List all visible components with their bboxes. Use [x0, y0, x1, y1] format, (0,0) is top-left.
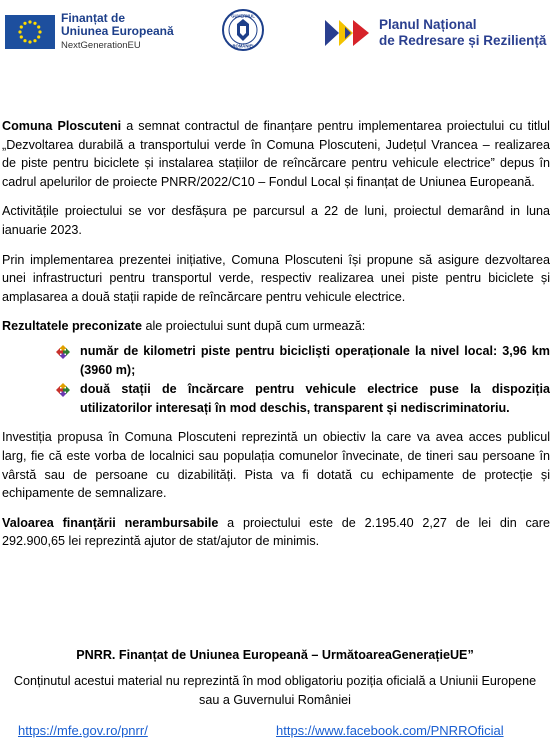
pnrr-logo	[323, 16, 546, 50]
intro-lead: Comuna Ploscuteni	[2, 119, 122, 133]
activities-paragraph: Activitățile proiectului se vor desfășura pe parcursul a 22 de luni, proiectul demarând in luna ianuarie 2023.	[2, 204, 550, 237]
funding-lead: Valoarea finanțării nerambursabile	[2, 515, 219, 530]
mfe-link[interactable]: https://mfe.gov.ro/pnrr/	[18, 723, 148, 738]
pnrr-text	[379, 17, 546, 49]
document-body	[2, 117, 550, 562]
result-item-text: două stații de încărcare pentru vehicule electrice puse la dispoziția utilizatorilor interesați în mod deschis, transparent și nediscriminatoriu.	[80, 382, 550, 415]
initiative-paragraph: Prin implementarea prezentei inițiative, Comuna Ploscuteni își propune să asigure dezvoltarea unei infrastructuri pentru transportul verde, respectiv realizarea unei piste pentru biciclete și amplasarea a două stații rapide de reîncărcare pentru vehicule electrice.	[2, 252, 550, 304]
romania-government-seal-icon	[222, 9, 264, 51]
eu-line-3: NextGenerationEU	[61, 40, 141, 51]
svg-text:ROMÂNIEI: ROMÂNIEI	[232, 43, 254, 49]
results-lead: Rezultatele preconizate	[2, 319, 142, 334]
investment-paragraph: Investiția propusa în Comuna Ploscuteni reprezintă un obiectiv la care va avea acces publicul larg, fie că este vorba de localnici sau populația comunelor învecinate, de tineri sau persoane în vârstă sau de persoane cu dizabilități. Pista va fi dotată cu echipamente de protecție și echipamente de semnalizare.	[2, 430, 550, 501]
result-item-text: număr de kilometri piste pentru bicicliști operaționale la nivel local: 3,96 km (3960 m);	[80, 343, 550, 377]
eu-funding-text	[61, 12, 174, 52]
pnrr-line-1: Planul Național	[379, 17, 477, 32]
page-header	[0, 0, 550, 80]
list-item	[60, 380, 550, 417]
intro-text: a semnat contractul de finanțare pentru implementarea proiectului cu titlul „Dezvoltarea durabilă a transportului verde în Comuna Ploscuteni, Județul Vrancea – realizarea de piste pentru biciclete și instalarea stațiilor de reîncărcare pentru vehicule electrice” depus în cadrul apelurilor de proiecte PNRR/2022/C10 – Fondul Local și finanțat de Uniunea Europeană.	[2, 119, 550, 189]
arrow-bullet-icon	[56, 383, 70, 397]
footer-title: PNRR. Finanțat de Uniunea Europeană – UrmătoareaGenerațieUE”	[76, 648, 474, 662]
svg-text:GUVERNUL: GUVERNUL	[231, 13, 255, 19]
intro-paragraph	[2, 117, 550, 191]
arrow-bullet-icon	[56, 345, 70, 359]
funding-text: a proiectului este de 2.195.40 2,27 de lei din care 292.900,65 lei reprezintă ajutor de stat/ajutor de minimis.	[2, 515, 550, 549]
pnrr-logo-icon	[323, 16, 373, 50]
pnrr-line-2: de Redresare și Reziliență	[379, 33, 547, 48]
results-heading	[2, 317, 550, 336]
list-item	[60, 342, 550, 379]
footer-disclaimer: Conținutul acestui material nu reprezintă în mod obligatoriu poziția oficială a Uniunii Europene sau a Guvernului României	[13, 674, 537, 707]
funding-paragraph	[2, 514, 550, 551]
eu-line-2: Uniunea Europeană	[61, 24, 174, 38]
eu-line-1: Finanțat de	[61, 11, 126, 25]
facebook-link[interactable]: https://www.facebook.com/PNRROficial	[276, 723, 504, 738]
eu-funding-logo	[5, 12, 174, 52]
results-list	[2, 342, 550, 417]
eu-flag-icon	[5, 15, 55, 49]
results-text: ale proiectului sunt după cum urmează:	[141, 319, 366, 334]
